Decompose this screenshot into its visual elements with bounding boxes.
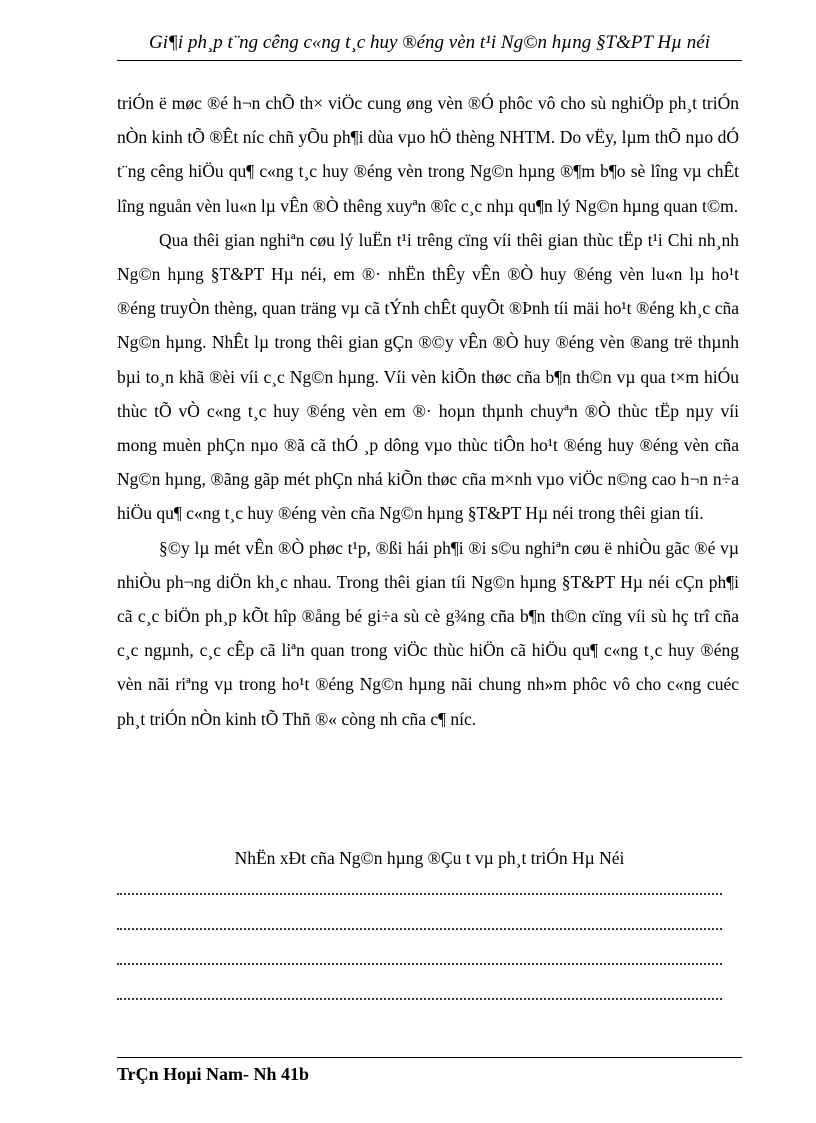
footer-divider [117, 1057, 742, 1058]
page-header: Gi¶i ph¸p t¨ng cêng c«ng t¸c huy ®éng vèn t¹i Ng©n hµng §T&PT Hµ néi [148, 32, 711, 53]
dotted-line [117, 955, 722, 965]
confirmation-title: NhËn xÐt cña Ng©n hµng ®Çu t vµ ph¸t triÓn Hµ Néi [234, 848, 625, 868]
body-text [117, 86, 739, 736]
dotted-line [117, 990, 722, 1000]
dotted-line [117, 920, 722, 930]
dotted-line [117, 885, 722, 895]
paragraph-intro: triÓn ë møc ®é h¬n chÕ th× viÖc cung øng vèn ®Ó phôc vô cho sù nghiÖp ph¸t triÓn nÒn kinh tÕ ®Êt níc chñ yÕu ph¶i dùa vµo hÖ thèng NHTM. Do vËy, lµm thÕ nµo dÓ t¨ng cêng hiÖu qu¶ c«ng t¸c huy ®éng vèn trong Ng©n hµng ®¶m b¶o sè lîng vµ chÊt lîng nguån vèn lu«n lµ vÊn ®Ò thêng xuyªn ®îc c¸c nhµ qu¶n lý Ng©n hµng quan t©m. [117, 93, 739, 216]
paragraph-research: Qua thêi gian nghiªn cøu lý luËn t¹i trêng cïng víi thêi gian thùc tËp t¹i Chi nh¸nh Ng©n hµng §T&PT Hµ néi, em ®· nhËn thÊy vÊn ®Ò huy ®éng vèn lu«n lµ ho¹t ®éng truyÒn thèng, quan träng vµ cã tÝnh chÊt quyÕt ®Þnh tíi mäi ho¹t ®éng kh¸c cña Ng©n hµng. NhÊt lµ trong thêi gian gÇn ®©y vÊn ®Ò huy ®éng vèn ®ang trë thµnh bµi to¸n khã ®èi víi c¸c Ng©n hµng. Víi vèn kiÕn thøc cña b¶n th©n vµ qua t×m hiÓu thùc tÕ vÒ c«ng t¸c huy ®éng vèn em ®· hoµn thµnh chuyªn ®Ò thùc tËp nµy víi mong muèn phÇn nµo ®ã cã thÓ ¸p dông vµo thùc tiÔn ho¹t ®éng huy ®éng vèn cña Ng©n hµng, ®ãng gãp mét phÇn nhá kiÕn thøc cña m×nh vµo viÖc n©ng cao h¬n n÷a hiÖu qu¶ c«ng t¸c huy ®éng vèn cña Ng©n hµng §T&PT Hµ néi trong thêi gian tíi. [117, 229, 739, 524]
paragraph-conclusion: §©y lµ mét vÊn ®Ò phøc t¹p, ®ßi hái ph¶i ®i s©u nghiªn cøu ë nhiÒu gãc ®é vµ nhiÒu ph¬ng diÖn kh¸c nhau. Trong thêi gian tíi Ng©n hµng §T&PT Hµ néi cÇn ph¶i cã c¸c biÖn ph¸p kÕt hîp ®ång bé gi÷a sù cè g¾ng cña b¶n th©n cïng víi sù hç trî cña c¸c ngµnh, c¸c cÊp cã liªn quan trong viÖc thùc hiÖn cã hiÖu qu¶ c«ng t¸c huy ®éng vèn nãi riªng vµ trong ho¹t ®éng Ng©n hµng nãi chung nh»m phôc vô cho c«ng cuéc ph¸t triÓn nÒn kinh tÕ Thñ ®« còng nh cña c¶ níc. [117, 537, 739, 729]
page-footer: TrÇn Hoµi Nam- Nh 41b [117, 1064, 310, 1084]
header-divider [117, 60, 742, 61]
